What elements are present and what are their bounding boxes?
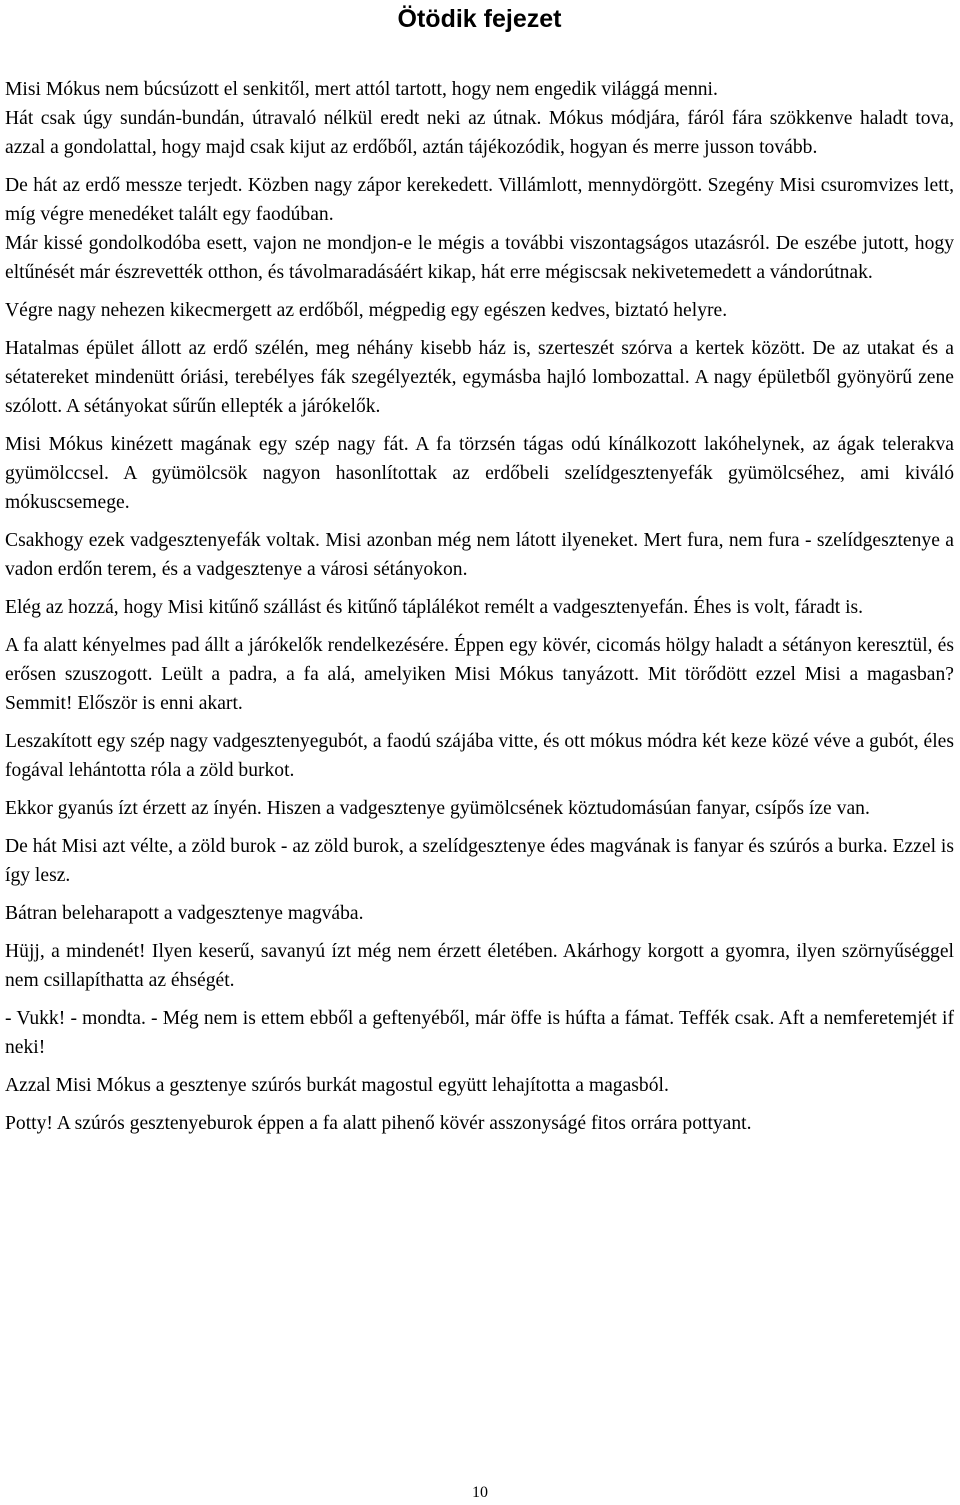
paragraph: Misi Mókus nem búcsúzott el senkitől, mert attól tartott, hogy nem engedik világgá menni. [5, 79, 718, 100]
paragraph: Ekkor gyanús ízt érzett az ínyén. Hiszen a vadgesztenye gyümölcsének köztudomásúan fanyar, csípős íze van. [5, 798, 870, 819]
page-number: 10 [472, 1484, 488, 1501]
paragraph: Elég az hozzá, hogy Misi kitűnő szállást és kitűnő táplálékot remélt a vadgesztenyefán. Éhes is volt, fáradt is. [5, 597, 864, 618]
chapter-title: Ötödik fejezet [397, 5, 562, 33]
paragraph: Azzal Misi Mókus a gesztenye szúrós burkát magostul együtt lehajította a magasból. [5, 1075, 669, 1096]
paragraph: Végre nagy nehezen kikecmergett az erdőből, mégpedig egy egészen kedves, biztató helyre. [5, 300, 728, 321]
paragraph: Leszakított egy szép nagy vadgesztenyegubót, a faodú szájába vitte, és ott mókus módra két keze közé véve a gubót, éles fogával lehántotta róla a zöld burkot. [5, 731, 954, 781]
paragraph: Bátran beleharapott a vadgesztenye magvába. [5, 903, 364, 924]
paragraph: Potty! A szúrós gesztenyeburok éppen a fa alatt pihenő kövér asszonyságé fitos orrára pottyant. [5, 1113, 752, 1134]
paragraph: - Vukk! - mondta. - Még nem is ettem ebből a geftenyéből, már öffe is húfta a fámat. Teffék csak. Aft a nemferetemjét if neki! [5, 1008, 954, 1058]
paragraph: De hát az erdő messze terjedt. Közben nagy zápor kerekedett. Villámlott, mennydörgött. Szegény Misi csuromvizes lett, míg végre menedéket talált egy faodúban. [5, 175, 954, 225]
paragraph: Hát csak úgy sundán-bundán, útravaló nélkül eredt neki az útnak. Mókus módjára, fáról fára szökkenve haladt tova, azzal a gondolattal, hogy majd csak kijut az erdőből, aztán tájékozódik, hogyan és merre jusson tovább. [5, 108, 954, 158]
paragraph: Hüjj, a mindenét! Ilyen keserű, savanyú ízt még nem érzett életében. Akárhogy korgott a gyomra, ilyen szörnyűséggel nem csillapíthatta az éhségét. [5, 941, 954, 991]
paragraph: Misi Mókus kinézett magának egy szép nagy fát. A fa törzsén tágas odú kínálkozott lakóhelynek, az ágak telerakva gyümölccsel. A gyümölcsök nagyon hasonlítottak az erdőbeli szelídgesztenyefák gyümölcséhez, ami kiváló mókuscsemege. [5, 434, 954, 513]
paragraph: Már kissé gondolkodóba esett, vajon ne mondjon-e le mégis a további viszontagságos utazásról. De eszébe jutott, hogy eltűnését már észrevették otthon, és távolmaradásáért kikap, hát erre mégiscsak nekivetemedett a vándorútnak. [5, 233, 954, 283]
chapter-body [5, 75, 954, 1138]
paragraph: A fa alatt kényelmes pad állt a járókelők rendelkezésére. Éppen egy kövér, cicomás hölgy haladt a sétányon keresztül, és erősen szuszogott. Leült a padra, a fa alá, amelyiken Misi Mókus tanyázott. Mit törődött ezzel Misi a magasban? Semmit! Először is enni akart. [5, 635, 954, 714]
paragraph: Csakhogy ezek vadgesztenyefák voltak. Misi azonban még nem látott ilyeneket. Mert fura, nem fura - szelídgesztenye a vadon erdőn terem, és a vadgesztenye a városi sétányokon. [5, 530, 954, 580]
paragraph: De hát Misi azt vélte, a zöld burok - az zöld burok, a szelídgesztenye édes magvának is fanyar és szúrós a burka. Ezzel is így lesz. [5, 836, 954, 886]
paragraph: Hatalmas épület állott az erdő szélén, meg néhány kisebb ház is, szerteszét szórva a kertek között. De az utakat és a sétatereket mindenütt óriási, terebélyes fák szegélyezték, egymásba hajló lombozattal. A nagy épületből gyönyörű zene szólott. A sétányokat sűrűn ellepték a járókelők. [5, 338, 954, 417]
